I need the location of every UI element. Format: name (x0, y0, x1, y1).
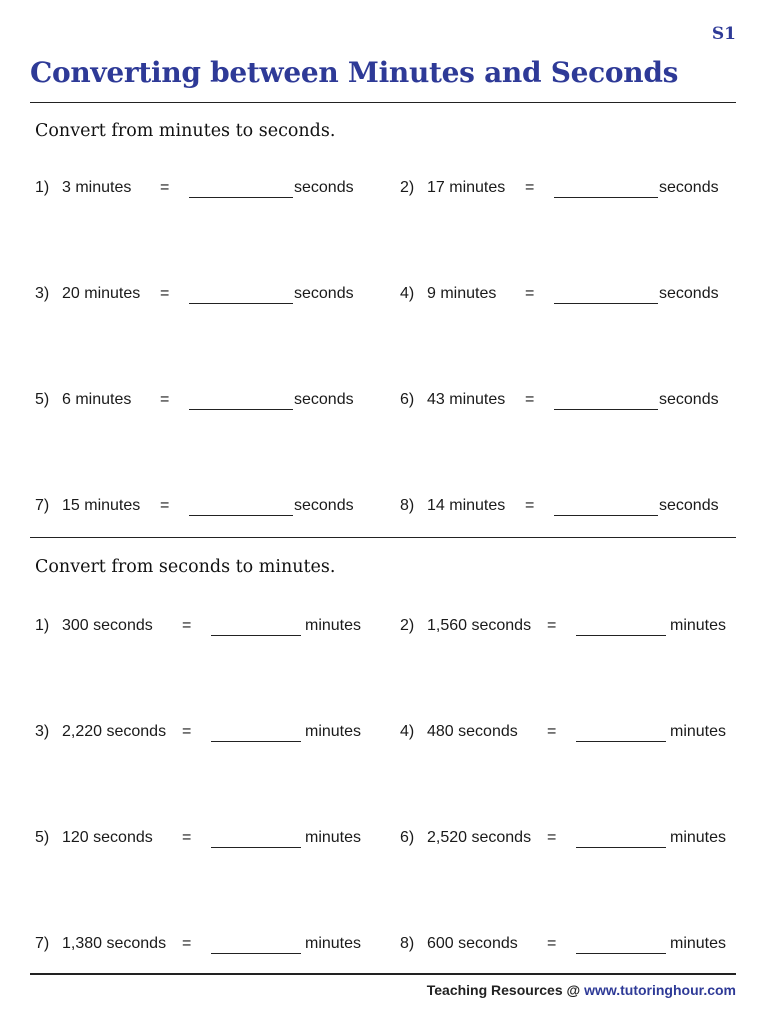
answer-unit: minutes (670, 829, 727, 846)
footer (427, 982, 736, 998)
footer-url[interactable]: www.tutoringhour.com (584, 982, 736, 998)
answer-unit: seconds (294, 497, 354, 514)
problem-number: 5) (35, 829, 50, 846)
answer-blank[interactable] (554, 409, 658, 410)
equals-sign: = (160, 497, 170, 514)
title-divider (30, 102, 736, 103)
answer-blank[interactable] (211, 635, 301, 636)
answer-unit: minutes (670, 935, 727, 952)
problem-quantity: 2,220 seconds (62, 723, 167, 740)
problem-number: 1) (35, 179, 50, 196)
problem-quantity: 600 seconds (427, 935, 518, 952)
answer-blank[interactable] (554, 197, 658, 198)
equals-sign: = (182, 935, 192, 952)
problem-quantity: 15 minutes (62, 497, 141, 514)
problem-number: 8) (400, 497, 415, 514)
problem-1 (35, 614, 395, 640)
problem-1 (35, 176, 395, 202)
problem-6 (400, 388, 760, 414)
problem-4 (400, 720, 760, 746)
problem-quantity: 1,380 seconds (62, 935, 167, 952)
problem-4 (400, 282, 760, 308)
problem-quantity: 17 minutes (427, 179, 506, 196)
problem-quantity: 1,560 seconds (427, 617, 532, 634)
answer-blank[interactable] (189, 197, 293, 198)
answer-unit: seconds (294, 391, 354, 408)
equals-sign: = (160, 179, 170, 196)
equals-sign: = (160, 285, 170, 302)
problem-number: 3) (35, 285, 50, 302)
answer-blank[interactable] (554, 303, 658, 304)
footer-divider (30, 973, 736, 975)
problem-8 (400, 494, 760, 520)
problem-2 (400, 614, 760, 640)
problem-number: 7) (35, 935, 50, 952)
problem-2 (400, 176, 760, 202)
equals-sign: = (525, 497, 535, 514)
answer-blank[interactable] (576, 741, 666, 742)
equals-sign: = (182, 617, 192, 634)
problem-7 (35, 494, 395, 520)
problem-quantity: 14 minutes (427, 497, 506, 514)
problem-quantity: 20 minutes (62, 285, 141, 302)
answer-unit: seconds (659, 179, 719, 196)
problem-quantity: 300 seconds (62, 617, 153, 634)
problem-quantity: 480 seconds (427, 723, 518, 740)
answer-unit: seconds (294, 285, 354, 302)
answer-blank[interactable] (189, 515, 293, 516)
problem-number: 6) (400, 829, 415, 846)
problem-number: 2) (400, 179, 415, 196)
problem-number: 4) (400, 285, 415, 302)
equals-sign: = (547, 829, 557, 846)
problem-quantity: 120 seconds (62, 829, 153, 846)
answer-unit: minutes (305, 617, 362, 634)
equals-sign: = (547, 617, 557, 634)
problem-quantity: 43 minutes (427, 391, 506, 408)
section2-instruction: Convert from seconds to minutes. (35, 557, 336, 577)
answer-unit: seconds (659, 497, 719, 514)
answer-blank[interactable] (211, 953, 301, 954)
problem-3 (35, 282, 395, 308)
footer-label: Teaching Resources @ (426, 982, 585, 998)
problem-7 (35, 932, 395, 958)
answer-unit: minutes (670, 617, 727, 634)
equals-sign: = (525, 285, 535, 302)
answer-unit: minutes (305, 723, 362, 740)
answer-blank[interactable] (211, 741, 301, 742)
problem-number: 6) (400, 391, 415, 408)
answer-unit: seconds (659, 285, 719, 302)
problem-5 (35, 826, 395, 852)
answer-blank[interactable] (576, 847, 666, 848)
problem-number: 7) (35, 497, 50, 514)
answer-blank[interactable] (576, 953, 666, 954)
answer-unit: minutes (305, 935, 362, 952)
equals-sign: = (547, 723, 557, 740)
answer-blank[interactable] (211, 847, 301, 848)
problem-quantity: 9 minutes (427, 285, 497, 302)
problem-number: 1) (35, 617, 50, 634)
answer-blank[interactable] (189, 409, 293, 410)
equals-sign: = (182, 829, 192, 846)
page-title: Converting between Minutes and Seconds (30, 56, 679, 89)
equals-sign: = (182, 723, 192, 740)
problem-number: 2) (400, 617, 415, 634)
answer-unit: seconds (294, 179, 354, 196)
answer-unit: seconds (659, 391, 719, 408)
problem-quantity: 6 minutes (62, 391, 132, 408)
problem-quantity: 2,520 seconds (427, 829, 532, 846)
answer-blank[interactable] (576, 635, 666, 636)
problem-number: 5) (35, 391, 50, 408)
problem-3 (35, 720, 395, 746)
problem-number: 4) (400, 723, 415, 740)
section-divider (30, 537, 736, 538)
answer-unit: minutes (305, 829, 362, 846)
answer-unit: minutes (670, 723, 727, 740)
problem-6 (400, 826, 760, 852)
equals-sign: = (547, 935, 557, 952)
equals-sign: = (525, 391, 535, 408)
problem-quantity: 3 minutes (62, 179, 132, 196)
problem-number: 3) (35, 723, 50, 740)
problem-number: 8) (400, 935, 415, 952)
problem-8 (400, 932, 760, 958)
equals-sign: = (160, 391, 170, 408)
answer-blank[interactable] (189, 303, 293, 304)
worksheet-code: S1 (711, 24, 736, 44)
answer-blank[interactable] (554, 515, 658, 516)
section1-instruction: Convert from minutes to seconds. (35, 121, 336, 141)
equals-sign: = (525, 179, 535, 196)
problem-5 (35, 388, 395, 414)
